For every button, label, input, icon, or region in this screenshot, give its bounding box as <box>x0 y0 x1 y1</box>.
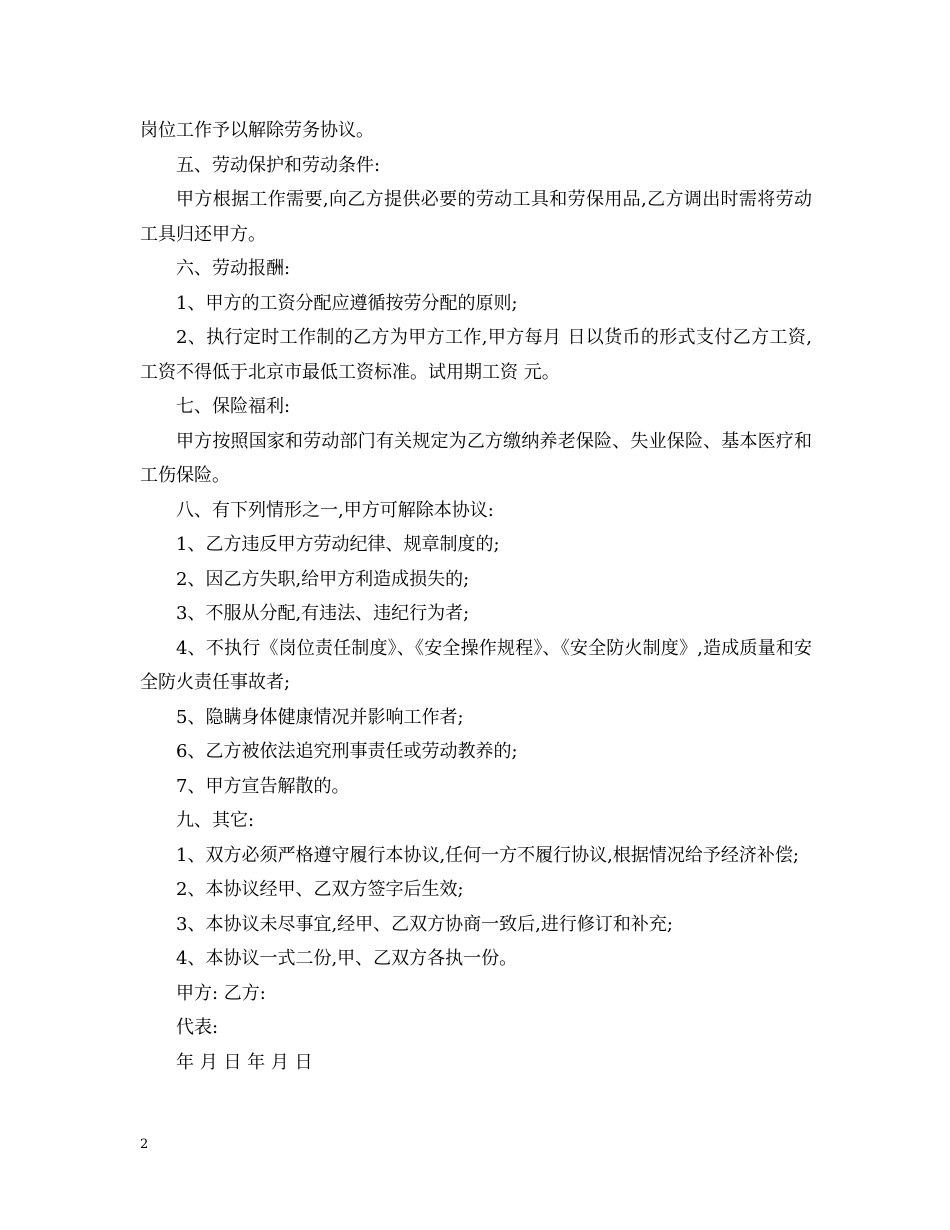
section-heading-labor-protection: 五、劳动保护和劳动条件: <box>176 154 381 176</box>
clause-item: 3、不服从分配,有违法、违纪行为者; <box>176 603 470 624</box>
clause-item: 1、乙方违反甲方劳动纪律、规章制度的; <box>176 534 500 555</box>
section-heading-insurance: 七、保险福利: <box>176 396 291 417</box>
document-body <box>140 114 812 1080</box>
section-heading-remuneration: 六、劳动报酬: <box>176 258 291 279</box>
signature-dates: 年 月 日 年 月 日 <box>176 1051 313 1073</box>
clause-item: 3、本协议未尽事宜,经甲、乙双方协商一致后,进行修订和补充; <box>176 913 673 935</box>
section-heading-termination: 八、有下列情形之一,甲方可解除本协议: <box>176 499 494 521</box>
paragraph-labor-tools: 甲方根据工作需要,向乙方提供必要的劳动工具和劳保用品,乙方调出时需将劳动工具归还甲方。 <box>140 189 812 245</box>
signature-parties: 甲方: 乙方: <box>176 982 266 1004</box>
section-heading-other: 九、其它: <box>176 810 255 831</box>
clause-item: 4、本协议一式二份,甲、乙双方各执一份。 <box>176 948 518 969</box>
paragraph-insurance: 甲方按照国家和劳动部门有关规定为乙方缴纳养老保险、失业保险、基本医疗和工伤保险。 <box>140 430 812 486</box>
clause-item: 1、双方必须严格遵守履行本协议,任何一方不履行协议,根据情况给予经济补偿; <box>176 844 799 866</box>
clause-item: 2、执行定时工作制的乙方为甲方工作,甲方每月 日以货币的形式支付乙方工资,工资不得低于北京市最低工资标准。试用期工资 元。 <box>140 327 812 383</box>
clause-item: 6、乙方被依法追究刑事责任或劳动教养的; <box>176 741 518 762</box>
clause-item: 5、隐瞒身体健康情况并影响工作者; <box>176 706 464 728</box>
paragraph-1: 岗位工作予以解除劳务协议。 <box>140 120 374 141</box>
clause-item: 4、不执行《岗位责任制度》、《安全操作规程》、《安全防火制度》,造成质量和安全防火责任事故者; <box>140 637 812 693</box>
clause-item: 1、甲方的工资分配应遵循按劳分配的原则; <box>176 292 518 314</box>
clause-item: 2、因乙方失职,给甲方利造成损失的; <box>176 568 470 590</box>
page-number: 2 <box>140 1137 149 1152</box>
clause-item: 2、本协议经甲、乙双方签字后生效; <box>176 879 464 900</box>
clause-item: 7、甲方宣告解散的。 <box>176 775 350 797</box>
signature-representative: 代表: <box>176 1017 219 1038</box>
